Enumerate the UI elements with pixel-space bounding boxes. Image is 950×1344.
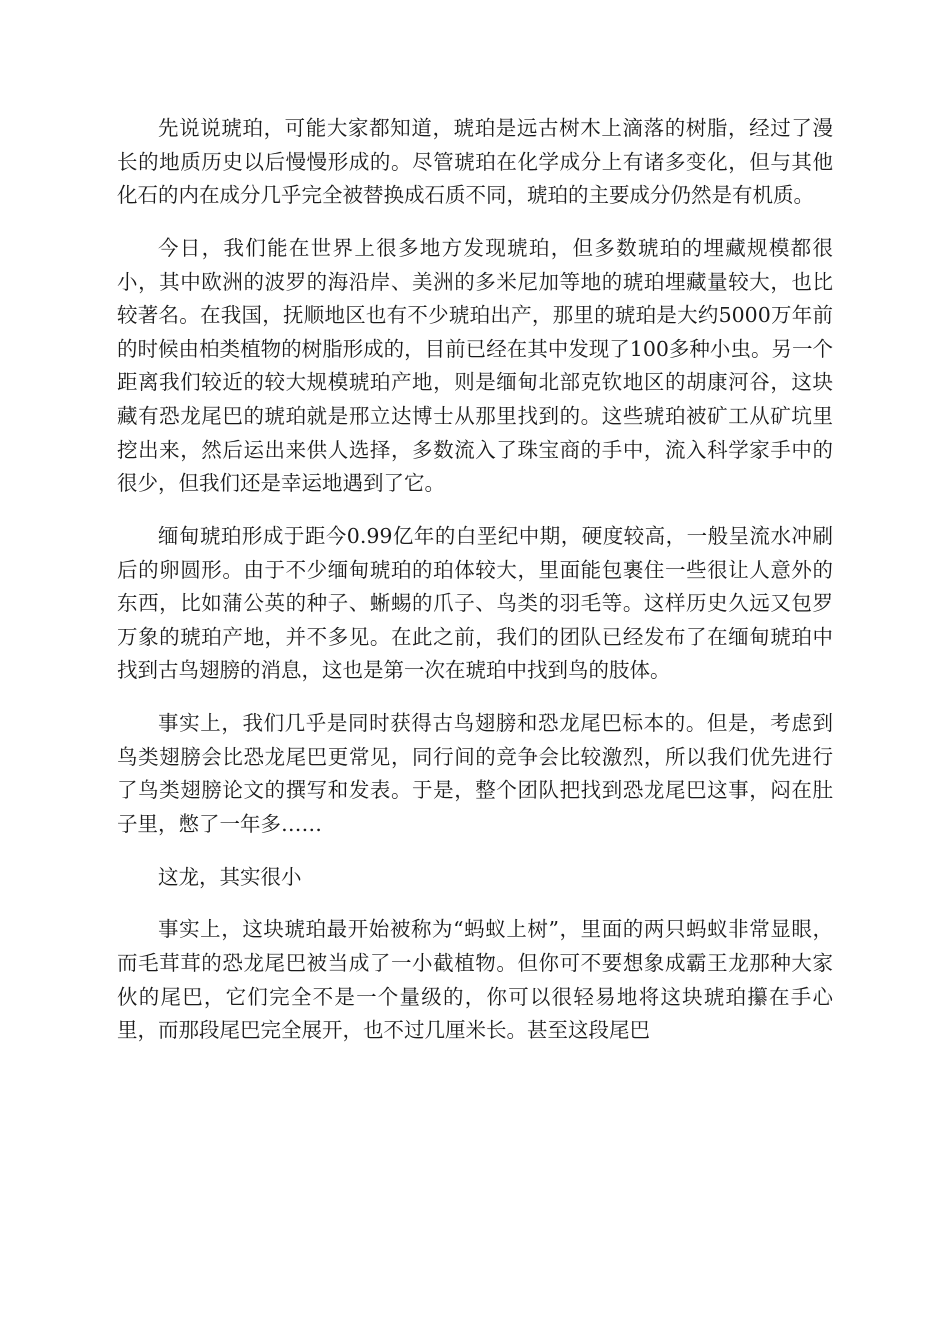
paragraph-amber-locations: 今日，我们能在世界上很多地方发现琥珀，但多数琥珀的埋藏规模都很小，其中欧洲的波罗的海沿岸、美洲的多米尼加等地的琥珀埋藏量较大，也比较著名。在我国，抚顺地区也有不少琥珀出产，那里的琥珀是大约5000万年前的时候由柏类植物的树脂形成的，目前已经在其中发现了100多种小虫。另一个距离我们较近的较大规模琥珀产地，则是缅甸北部克钦地区的胡康河谷，这块藏有恐龙尾巴的琥珀就是邢立达博士从那里找到的。这些琥珀被矿工从矿坑里挖出来，然后运出来供人选择，多数流入了珠宝商的手中，流入科学家手中的很少，但我们还是幸运地遇到了它。 [117, 235, 833, 496]
paragraph-ant-tree: 事实上，这块琥珀最开始被称为“蚂蚁上树”，里面的两只蚂蚁非常显眼，而毛茸茸的恐龙尾巴被当成了一小截植物。但你可不要想象成霸王龙那种大家伙的尾巴，它们完全不是一个量级的，你可以很轻易地将这块琥珀攥在手心里，而那段尾巴完全展开，也不过几厘米长。甚至这段尾巴 [117, 917, 833, 1043]
paragraph-myanmar-amber: 缅甸琥珀形成于距今0.99亿年的白垩纪中期，硬度较高，一般呈流水冲刷后的卵圆形。由于不少缅甸琥珀的珀体较大，里面能包裹住一些很让人意外的东西，比如蒲公英的种子、蜥蜴的爪子、鸟类的羽毛等。这样历史久远又包罗万象的琥珀产地，并不多见。在此之前，我们的团队已经发布了在缅甸琥珀中找到古鸟翅膀的消息，这也是第一次在琥珀中找到鸟的肢体。 [117, 523, 833, 683]
document-page [117, 112, 833, 1067]
section-heading: 这龙，其实很小 [158, 864, 302, 889]
paragraph-wing-and-tail: 事实上，我们几乎是同时获得古鸟翅膀和恐龙尾巴标本的。但是，考虑到鸟类翅膀会比恐龙尾巴更常见，同行间的竞争会比较激烈，所以我们优先进行了鸟类翅膀论文的撰写和发表。于是，整个团队把找到恐龙尾巴这事，闷在肚子里，憋了一年多…… [117, 711, 833, 836]
paragraph-amber-intro: 先说说琥珀，可能大家都知道，琥珀是远古树木上滴落的树脂，经过了漫长的地质历史以后慢慢形成的。尽管琥珀在化学成分上有诸多变化，但与其他化石的内在成分几乎完全被替换成石质不同，琥珀的主要成分仍然是有机质。 [117, 116, 833, 208]
